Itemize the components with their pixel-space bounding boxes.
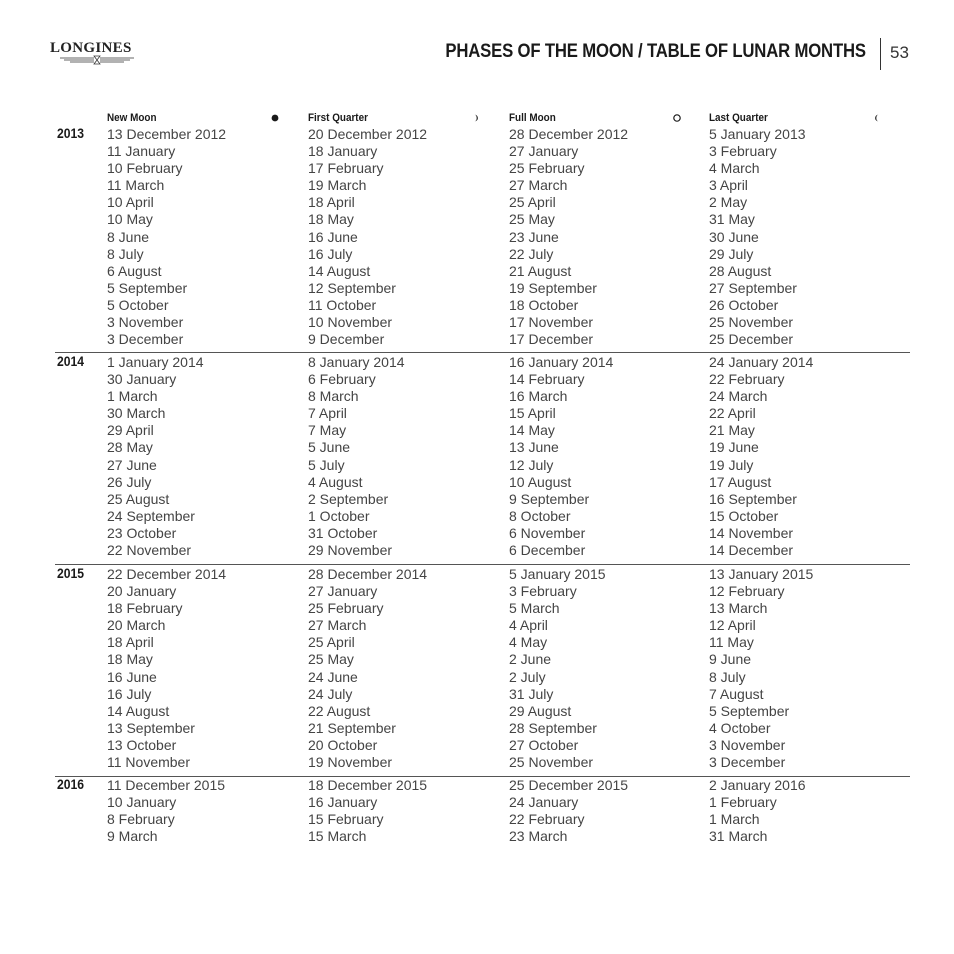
date-cell: 7 August (709, 685, 764, 702)
date-cell: 4 April (509, 617, 548, 634)
date-cell: 18 May (308, 211, 354, 228)
logo-wordmark: LONGINES (50, 40, 132, 56)
date-cell: 16 June (107, 668, 157, 685)
date-cell: 28 May (107, 439, 153, 456)
date-cell: 6 December (509, 542, 586, 559)
full-moon-dates (509, 566, 606, 771)
first-quarter-dates (308, 126, 427, 348)
date-cell: 16 March (509, 388, 568, 405)
date-cell: 30 January (107, 371, 177, 388)
date-cell: 15 April (509, 405, 556, 422)
date-cell: 11 January (107, 143, 176, 160)
date-cell: 3 December (709, 754, 786, 771)
date-cell: 27 March (509, 177, 568, 194)
date-cell: 1 March (709, 811, 760, 828)
date-cell: 19 November (308, 754, 393, 771)
date-cell: 5 September (709, 702, 790, 719)
date-cell: 27 June (107, 456, 157, 473)
date-cell: 5 January 2015 (509, 566, 606, 582)
date-cell: 10 May (107, 211, 153, 228)
date-cell: 22 November (107, 542, 192, 559)
date-cell: 27 October (509, 736, 579, 753)
date-cell: 18 February (107, 600, 183, 617)
date-cell: 21 May (709, 422, 755, 439)
date-cell: 19 July (709, 456, 754, 473)
date-cell: 5 September (107, 279, 188, 296)
date-cell: 13 March (709, 600, 768, 617)
date-cell: 2 May (709, 194, 748, 211)
year-label: 2015 (57, 566, 85, 581)
date-cell: 25 February (509, 160, 585, 177)
date-cell: 2 July (509, 668, 546, 685)
year-divider (55, 564, 910, 565)
date-cell: 15 March (308, 828, 367, 845)
column-header-new-moon: New Moon (107, 112, 157, 124)
first-quarter-dates (308, 354, 405, 559)
date-cell: 13 January 2015 (709, 566, 814, 582)
date-cell: 9 March (107, 828, 158, 845)
date-cell: 31 March (709, 828, 768, 845)
full-moon-dates (509, 126, 628, 348)
date-cell: 3 February (509, 583, 577, 600)
date-cell: 19 June (709, 439, 759, 456)
date-cell: 12 July (509, 456, 554, 473)
date-cell: 6 August (107, 262, 162, 279)
date-cell: 8 February (107, 811, 175, 828)
year-label: 2014 (57, 354, 85, 369)
full-moon-dates (509, 354, 613, 559)
date-cell: 14 November (709, 524, 794, 541)
date-cell: 16 January (308, 794, 378, 811)
date-cell: 18 December 2015 (308, 777, 428, 793)
date-cell: 13 October (107, 736, 177, 753)
date-cell: 20 January (107, 583, 177, 600)
date-cell: 25 August (107, 490, 170, 507)
date-cell: 10 April (107, 194, 154, 211)
last-quarter-dates (709, 126, 806, 348)
new-moon-dates (107, 777, 225, 845)
date-cell: 6 February (308, 371, 376, 388)
date-cell: 8 January 2014 (308, 354, 405, 370)
date-cell: 11 December 2015 (107, 777, 226, 793)
date-cell: 9 June (709, 651, 752, 668)
date-cell: 4 March (709, 160, 760, 177)
date-cell: 30 June (709, 228, 759, 245)
date-cell: 26 October (709, 296, 779, 313)
date-cell: 24 September (107, 507, 195, 524)
full-moon-icon (672, 113, 682, 123)
date-cell: 16 July (107, 685, 152, 702)
date-cell: 1 March (107, 388, 158, 405)
full-moon-dates (509, 777, 628, 845)
longines-logo (50, 40, 145, 66)
date-cell: 28 September (509, 719, 597, 736)
date-cell: 15 February (308, 811, 384, 828)
date-cell: 27 January (509, 143, 579, 160)
date-cell: 13 September (107, 719, 195, 736)
date-cell: 14 August (107, 702, 170, 719)
page-number: 53 (890, 43, 909, 62)
date-cell: 8 October (509, 507, 571, 524)
date-cell: 1 October (308, 507, 370, 524)
new-moon-dates (107, 566, 226, 771)
date-cell: 22 August (308, 702, 371, 719)
date-cell: 6 November (509, 524, 586, 541)
date-cell: 16 June (308, 228, 358, 245)
date-cell: 26 July (107, 473, 152, 490)
date-cell: 25 December (709, 331, 794, 348)
date-cell: 1 February (709, 794, 777, 811)
date-cell: 11 October (308, 296, 377, 313)
date-cell: 11 March (107, 177, 165, 194)
date-cell: 25 November (509, 754, 594, 771)
date-cell: 22 April (709, 405, 756, 422)
date-cell: 24 March (709, 388, 768, 405)
date-cell: 7 May (308, 422, 347, 439)
date-cell: 25 May (509, 211, 555, 228)
date-cell: 22 February (509, 811, 585, 828)
date-cell: 10 August (509, 473, 572, 490)
date-cell: 11 May (709, 634, 754, 651)
new-moon-dates (107, 354, 204, 559)
date-cell: 17 December (509, 331, 594, 348)
date-cell: 12 September (308, 279, 396, 296)
year-divider (55, 352, 910, 353)
date-cell: 12 April (709, 617, 756, 634)
date-cell: 17 February (308, 160, 384, 177)
date-cell: 4 October (709, 719, 771, 736)
date-cell: 18 January (308, 143, 378, 160)
date-cell: 7 April (308, 405, 347, 422)
date-cell: 16 July (308, 245, 353, 262)
date-cell: 21 August (509, 262, 572, 279)
date-cell: 31 May (709, 211, 755, 228)
date-cell: 30 March (107, 405, 166, 422)
date-cell: 31 October (308, 524, 378, 541)
date-cell: 29 August (509, 702, 572, 719)
new-moon-dates (107, 126, 226, 348)
date-cell: 17 August (709, 473, 772, 490)
date-cell: 3 February (709, 143, 777, 160)
date-cell: 24 June (308, 668, 358, 685)
date-cell: 15 October (709, 507, 779, 524)
column-header-last-quarter: Last Quarter (709, 112, 768, 124)
date-cell: 16 September (709, 490, 797, 507)
date-cell: 29 April (107, 422, 154, 439)
date-cell: 14 August (308, 262, 371, 279)
first-quarter-icon (471, 113, 481, 123)
date-cell: 25 November (709, 314, 794, 331)
date-cell: 5 July (308, 456, 345, 473)
date-cell: 22 February (709, 371, 785, 388)
date-cell: 25 February (308, 600, 384, 617)
last-quarter-dates (709, 354, 813, 559)
date-cell: 20 March (107, 617, 166, 634)
date-cell: 18 May (107, 651, 153, 668)
date-cell: 27 January (308, 583, 378, 600)
date-cell: 5 October (107, 296, 169, 313)
date-cell: 4 August (308, 473, 363, 490)
date-cell: 10 January (107, 794, 177, 811)
date-cell: 25 April (308, 634, 355, 651)
date-cell: 25 May (308, 651, 354, 668)
date-cell: 10 November (308, 314, 393, 331)
date-cell: 3 November (107, 314, 184, 331)
winged-hourglass-icon (58, 55, 136, 65)
date-cell: 5 January 2013 (709, 126, 806, 142)
date-cell: 21 September (308, 719, 396, 736)
date-cell: 19 March (308, 177, 367, 194)
date-cell: 18 October (509, 296, 579, 313)
date-cell: 8 March (308, 388, 359, 405)
date-cell: 20 December 2012 (308, 126, 428, 142)
date-cell: 24 January 2014 (709, 354, 814, 370)
new-moon-icon (270, 113, 280, 123)
date-cell: 23 March (509, 828, 568, 845)
date-cell: 28 December 2014 (308, 566, 428, 582)
date-cell: 17 November (509, 314, 594, 331)
date-cell: 23 October (107, 524, 177, 541)
date-cell: 2 January 2016 (709, 777, 806, 793)
date-cell: 28 December 2012 (509, 126, 629, 142)
first-quarter-dates (308, 777, 427, 845)
date-cell: 1 January 2014 (107, 354, 204, 370)
date-cell: 8 June (107, 228, 150, 245)
year-label: 2016 (57, 777, 85, 792)
header-divider (880, 38, 881, 70)
date-cell: 29 November (308, 542, 393, 559)
date-cell: 24 July (308, 685, 353, 702)
date-cell: 19 September (509, 279, 597, 296)
date-cell: 13 June (509, 439, 559, 456)
date-cell: 11 November (107, 754, 191, 771)
first-quarter-dates (308, 566, 427, 771)
date-cell: 9 December (308, 331, 385, 348)
date-cell: 8 July (107, 245, 144, 262)
date-cell: 25 April (509, 194, 556, 211)
date-cell: 2 June (509, 651, 552, 668)
date-cell: 31 July (509, 685, 554, 702)
date-cell: 13 December 2012 (107, 126, 227, 142)
date-cell: 10 February (107, 160, 183, 177)
date-cell: 14 February (509, 371, 585, 388)
date-cell: 2 September (308, 490, 389, 507)
date-cell: 4 May (509, 634, 548, 651)
date-cell: 18 April (308, 194, 355, 211)
date-cell: 18 April (107, 634, 154, 651)
date-cell: 8 July (709, 668, 746, 685)
date-cell: 25 December 2015 (509, 777, 629, 793)
date-cell: 27 September (709, 279, 797, 296)
year-label: 2013 (57, 126, 85, 141)
date-cell: 3 November (709, 736, 786, 753)
date-cell: 3 April (709, 177, 748, 194)
date-cell: 16 January 2014 (509, 354, 614, 370)
date-cell: 12 February (709, 583, 785, 600)
column-header-first-quarter: First Quarter (308, 112, 368, 124)
date-cell: 23 June (509, 228, 559, 245)
date-cell: 14 December (709, 542, 794, 559)
date-cell: 9 September (509, 490, 590, 507)
date-cell: 5 March (509, 600, 560, 617)
last-quarter-dates (709, 777, 806, 845)
page-title: PHASES OF THE MOON / TABLE OF LUNAR MONTHS (445, 41, 866, 62)
date-cell: 14 May (509, 422, 555, 439)
date-cell: 3 December (107, 331, 184, 348)
date-cell: 24 January (509, 794, 579, 811)
column-header-full-moon: Full Moon (509, 112, 556, 124)
date-cell: 22 December 2014 (107, 566, 227, 582)
date-cell: 27 March (308, 617, 367, 634)
last-quarter-dates (709, 566, 813, 771)
date-cell: 5 June (308, 439, 351, 456)
last-quarter-icon (872, 113, 882, 123)
date-cell: 22 July (509, 245, 554, 262)
date-cell: 20 October (308, 736, 378, 753)
date-cell: 29 July (709, 245, 754, 262)
date-cell: 28 August (709, 262, 772, 279)
